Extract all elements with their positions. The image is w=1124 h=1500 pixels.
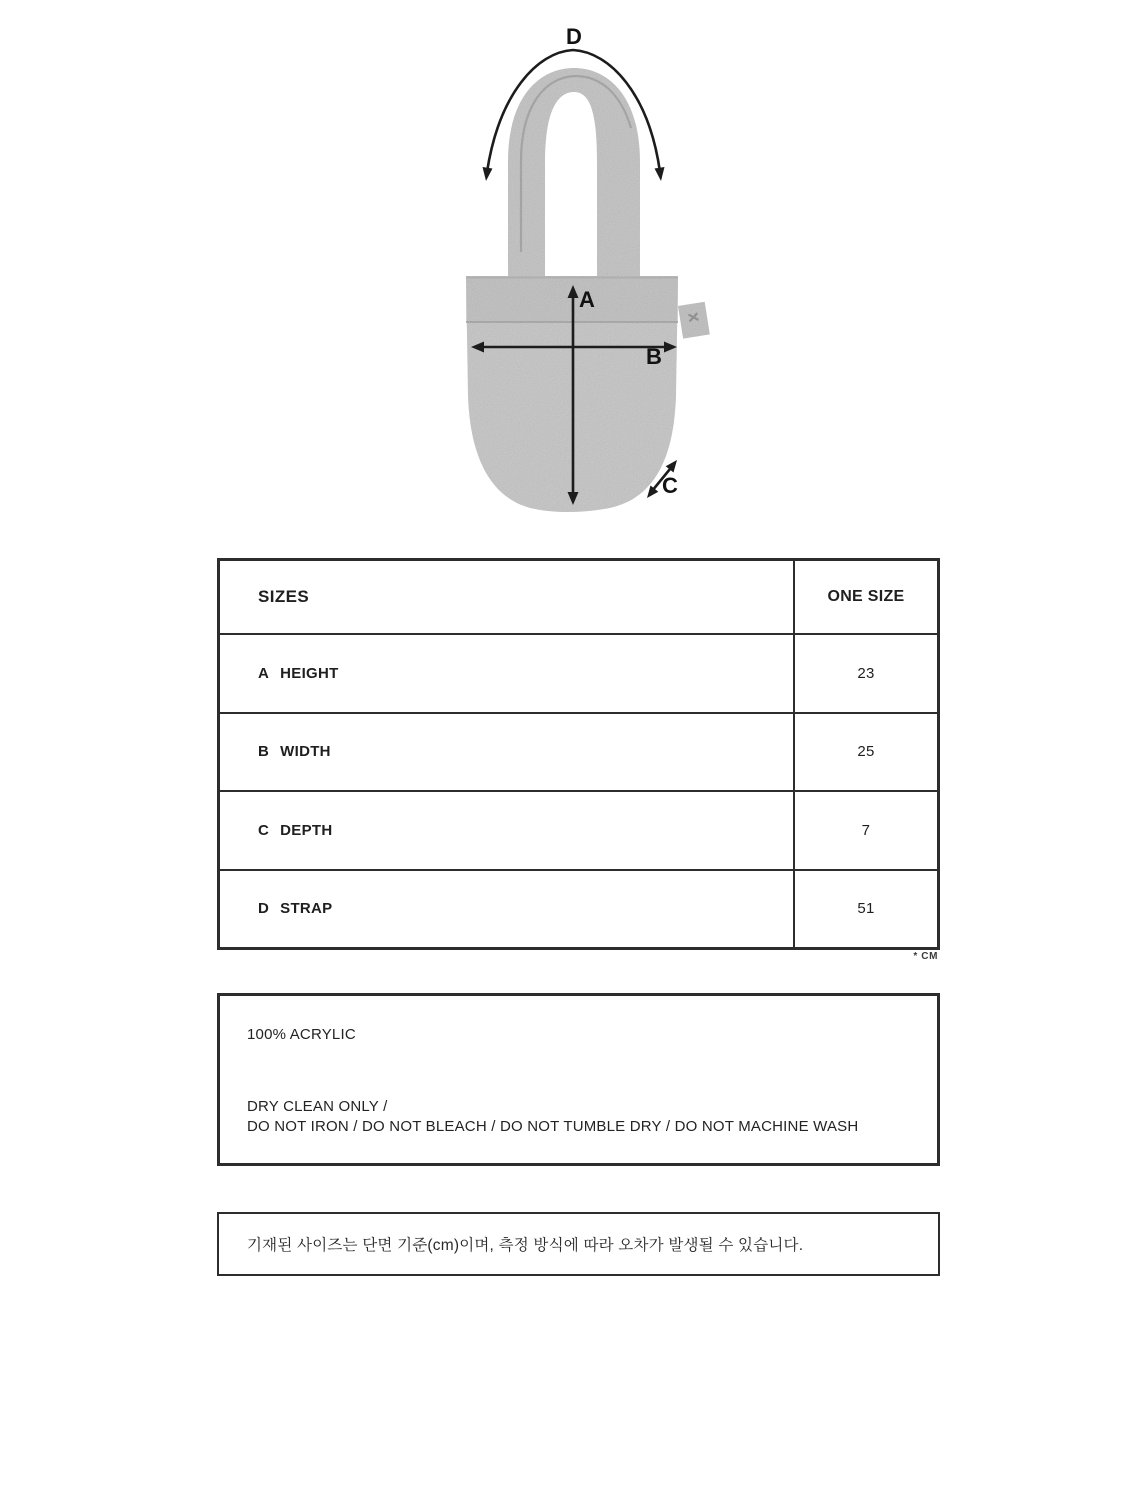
table-row-height	[220, 633, 937, 712]
row-value: 23	[857, 664, 875, 682]
table-row-strap	[220, 869, 937, 948]
row-value: 25	[857, 743, 875, 761]
unit-note: * CM	[913, 951, 938, 962]
table-row-depth	[220, 790, 937, 869]
care-line-2: DO NOT IRON / DO NOT BLEACH / DO NOT TUMBLE DRY / DO NOT MACHINE WASH	[247, 1118, 859, 1135]
row-name: HEIGHT	[280, 664, 339, 682]
bag-measurement-diagram	[0, 0, 1124, 540]
care-instructions	[247, 1097, 858, 1137]
fabric-composition: 100% ACRYLIC	[247, 1026, 356, 1043]
row-name: STRAP	[280, 900, 333, 918]
size-disclaimer-text: 기재된 사이즈는 단면 기준(cm)이며, 측정 방식에 따라 오차가 발생될 수 있습니다.	[247, 1237, 804, 1254]
size-table-header-row	[220, 561, 937, 633]
care-box	[217, 993, 940, 1166]
size-table	[217, 558, 940, 950]
row-letter: D	[258, 900, 270, 918]
table-row-width	[220, 712, 937, 791]
row-value: 51	[857, 900, 875, 918]
row-name: WIDTH	[280, 743, 331, 761]
one-size-header-cell: ONE SIZE	[827, 588, 905, 605]
fabric-texture	[445, 40, 720, 530]
care-line-1: DRY CLEAN ONLY /	[247, 1098, 388, 1115]
sizes-header-cell: SIZES	[220, 561, 795, 633]
height-label-a: A	[579, 287, 595, 312]
row-letter: B	[258, 743, 270, 761]
strap-label-d: D	[566, 24, 582, 49]
depth-label-c: C	[662, 473, 678, 498]
row-value: 7	[861, 821, 871, 839]
width-label-b: B	[646, 344, 662, 369]
notice-box	[217, 1212, 940, 1276]
row-name: DEPTH	[280, 821, 333, 839]
row-letter: C	[258, 821, 270, 839]
row-letter: A	[258, 664, 270, 682]
